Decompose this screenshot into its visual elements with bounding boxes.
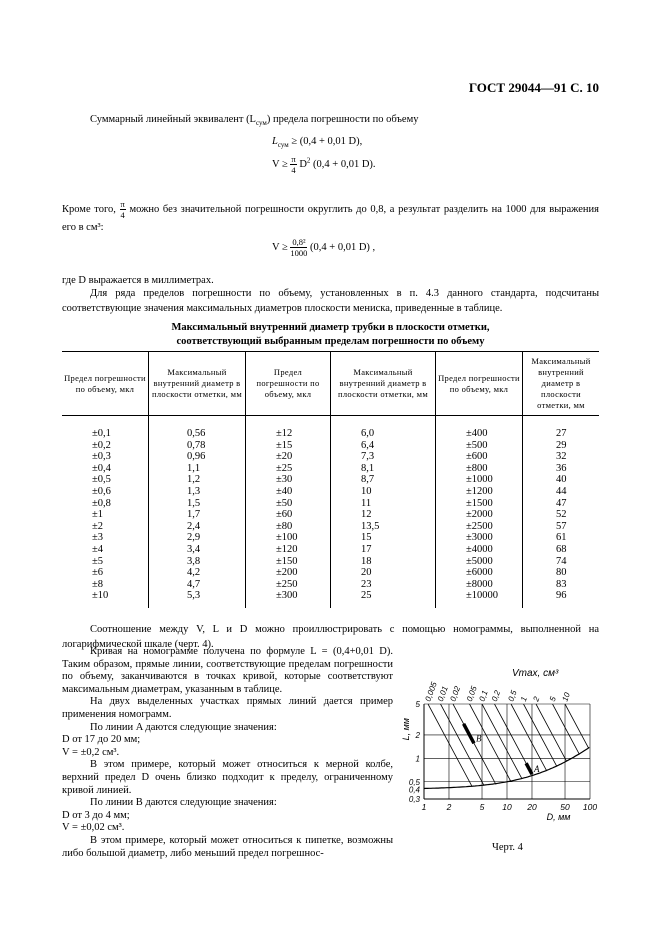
- table-cell: 8,1: [331, 463, 436, 475]
- table-cell: 6,4: [331, 440, 436, 452]
- table-cell: 3,8: [149, 556, 246, 568]
- volume-line-label: 0,2: [489, 689, 503, 703]
- table-cell: 8,7: [331, 474, 436, 486]
- paragraph-sootnoshenie: Соотношение между V, L и D можно проиллюстрировать с помощью номограммы, выполненной на логарифмической шкале (черт. 4).: [62, 624, 599, 650]
- table-cell: ±150: [246, 556, 331, 568]
- column-paragraph: В этом примере, который может относиться к пипетке, возможны либо большой диаметр, либо меньший предел погрешнос-: [62, 834, 393, 859]
- table-cell: ±40: [246, 486, 331, 498]
- table-cell: 10: [331, 486, 436, 498]
- header-cell: Предел погрешности по объему, мкл: [62, 352, 149, 416]
- x-tick-label: 1: [421, 802, 427, 812]
- table-row: [62, 509, 599, 521]
- table-cell: ±10000: [436, 590, 523, 608]
- table-cell: 12: [331, 509, 436, 521]
- table-cell: 96: [523, 590, 600, 608]
- formula-lsum: $L_{сум} \ge (0,4 + 0,01$ D),: [272, 136, 363, 150]
- table-cell: 7,3: [331, 451, 436, 463]
- y-tick-label: 1: [415, 754, 420, 764]
- table-cell: 74: [523, 556, 600, 568]
- table-cell: 0,56: [149, 416, 246, 440]
- table-cell: ±2000: [436, 509, 523, 521]
- y-tick-label: 0,5: [408, 777, 420, 787]
- table-row: [62, 474, 599, 486]
- volume-line-label: 5: [547, 695, 558, 703]
- table-cell: 1,1: [149, 463, 246, 475]
- header-cell: Предел погрешности по объему, мкл: [436, 352, 523, 416]
- table-cell: ±0,3: [92, 451, 111, 463]
- highlight-line-B: [464, 724, 474, 743]
- table-cell: ±4: [92, 543, 104, 555]
- volume-line: [482, 704, 522, 779]
- volume-lines: [428, 704, 589, 787]
- volume-line-label: 2: [531, 695, 542, 703]
- table-row: [62, 567, 599, 579]
- table-cell: 1,2: [149, 474, 246, 486]
- table-cell: ±5000: [436, 556, 523, 568]
- table-cell: ±20: [246, 451, 331, 463]
- x-tick-label: 50: [560, 802, 570, 812]
- table-cell: ±600: [436, 451, 523, 463]
- nomogram-chart: [402, 662, 602, 837]
- table-cell: 1,7: [149, 509, 246, 521]
- table-cell: ±2500: [436, 521, 523, 533]
- table-cell: 27: [523, 416, 600, 440]
- table-cell: ±0,1: [92, 428, 111, 439]
- table-cell: ±100: [246, 532, 331, 544]
- y-tick-label: 0,4: [408, 785, 420, 795]
- table-cell: ±2: [92, 520, 104, 532]
- column-paragraph: V = ±0,02 см³.: [62, 822, 125, 834]
- table-cell: 32: [523, 451, 600, 463]
- volume-line-label: 0,1: [477, 689, 490, 703]
- page-header: ГОСТ 29044—91 С. 10: [468, 80, 599, 95]
- x-tick-label: 10: [502, 802, 512, 812]
- table-cell: 36: [523, 463, 600, 475]
- table-row: [62, 590, 599, 608]
- table-row: [62, 532, 599, 544]
- table-cell: ±4000: [436, 544, 523, 556]
- header-cell: Предел погрешности по объему, мкл: [246, 352, 331, 416]
- table-cell: 80: [523, 567, 600, 579]
- table-cell: 0,78: [149, 440, 246, 452]
- table-caption: Максимальный внутренний диаметр трубки в плоскости отметки, соответствующий выбранным пределам погрешности по объему: [171, 322, 490, 347]
- table-cell: ±500: [436, 440, 523, 452]
- table-cell: ±25: [246, 463, 331, 475]
- volume-line: [441, 704, 485, 786]
- table-row: [62, 544, 599, 556]
- table-cell: ±0,4: [92, 462, 111, 474]
- column-paragraph: D от 17 до 20 мм;: [62, 734, 141, 746]
- column-paragraph: Кривая на номограмме получена по формуле L = (0,4+0,01 D). Таким образом, прямые линии, соответствующие пределам погрешности по объему, заканчиваются в точках кривой, которые соответствуют максимальным диаметрам, указанным в таблице.: [62, 646, 393, 695]
- annotation-B: B: [475, 733, 482, 744]
- volume-line: [453, 704, 496, 784]
- table-row: [62, 440, 599, 452]
- volume-line-label: 10: [560, 691, 572, 703]
- table-cell: 44: [523, 486, 600, 498]
- column-paragraph: В этом примере, который может относиться к мерной колбе, верхний предел D очень близко подходит к пределу, ограниченному кривой линией.: [62, 759, 393, 796]
- table-cell: ±1200: [436, 486, 523, 498]
- table-cell: 83: [523, 579, 600, 591]
- table-cell: 4,2: [149, 567, 246, 579]
- annotation-A: A: [533, 764, 540, 775]
- y-tick-label: 5: [415, 700, 420, 709]
- formula-volume: V ≥ $\frac{\pi}{4}$ $D^2$ (0,4 + 0,01 D).: [272, 154, 376, 175]
- table-cell: ±60: [246, 509, 331, 521]
- table-cell: 40: [523, 474, 600, 486]
- intro-paragraph: Суммарный линейный эквивалент $(L_{сум})$ предела погрешности по объему: [90, 114, 419, 128]
- paragraph-krome: Кроме того, $\frac{\pi}{4}$ можно без значительной погрешности округлить до 0,8, а результат разделить на 1000 для выражения его в см³:: [62, 199, 599, 233]
- table-cell: ±3: [92, 532, 104, 544]
- table-cell: 23: [331, 579, 436, 591]
- column-paragraph: D от 3 до 4 мм;: [62, 809, 130, 821]
- table-cell: ±0,5: [92, 474, 111, 486]
- volume-line-label: 0,05: [464, 684, 479, 703]
- table-cell: ±0,2: [92, 439, 111, 451]
- table-row: [62, 556, 599, 568]
- volume-line-label: 0,5: [506, 689, 519, 703]
- table-cell: 13,5: [331, 521, 436, 533]
- table-cell: 2,4: [149, 521, 246, 533]
- left-column-text: [62, 646, 393, 860]
- figure-caption: Черт. 4: [492, 842, 523, 853]
- volume-line-label: 0,02: [448, 684, 463, 703]
- table-cell: ±6: [92, 567, 104, 579]
- table-row: [62, 451, 599, 463]
- table-cell: 11: [331, 498, 436, 510]
- volume-line-label: 0,005: [423, 680, 439, 703]
- table-cell: ±80: [246, 521, 331, 533]
- table-cell: ±1: [92, 509, 104, 521]
- header-cell: Максимальный внутренний диаметр в плоскости отметки, мм: [523, 352, 600, 416]
- table-cell: 5,3: [149, 590, 246, 608]
- table-cell: 57: [523, 521, 600, 533]
- table-row: [62, 463, 599, 475]
- x-tick-label: 5: [479, 802, 485, 812]
- table-cell: ±400: [436, 416, 523, 440]
- table-cell: 0,96: [149, 451, 246, 463]
- column-paragraph: На двух выделенных участках прямых линий дается пример применения номограмм.: [62, 696, 393, 720]
- volume-line: [553, 704, 580, 754]
- table-cell: ±5: [92, 555, 104, 567]
- table-row: [62, 498, 599, 510]
- column-paragraph: По линии B даются следующие значения:: [90, 797, 277, 809]
- table-cell: 15: [331, 532, 436, 544]
- chart-title: Vmax, см³: [512, 668, 559, 679]
- table-cell: ±0,8: [92, 497, 111, 509]
- formula-volume-approx: V ≥ $\frac{\text{0,8²}}{1000}$ (0,4 + 0,01 D) ,: [272, 237, 376, 258]
- table-cell: ±200: [246, 567, 331, 579]
- header-cell: Максимальный внутренний диаметр в плоскости отметки, мм: [149, 352, 246, 416]
- table-cell: ±0,6: [92, 485, 111, 497]
- table-cell: ±3000: [436, 532, 523, 544]
- table-cell: 1,3: [149, 486, 246, 498]
- column-paragraph: V = ±0,2 см³.: [62, 746, 120, 758]
- volume-line: [536, 704, 567, 761]
- table-cell: ±8: [92, 578, 104, 590]
- table-cell: ±120: [246, 544, 331, 556]
- table-cell: 61: [523, 532, 600, 544]
- table-cell: ±300: [246, 590, 331, 608]
- table-cell: 29: [523, 440, 600, 452]
- table-cell: ±800: [436, 463, 523, 475]
- table-cell: 25: [331, 590, 436, 608]
- table-cell: ±30: [246, 474, 331, 486]
- table-cell: ±250: [246, 579, 331, 591]
- table-cell: 18: [331, 556, 436, 568]
- diameter-table: [62, 351, 599, 608]
- table-cell: 4,7: [149, 579, 246, 591]
- volume-line: [428, 704, 472, 787]
- volume-line-label: 0,01: [435, 684, 450, 703]
- table-row: [62, 416, 599, 440]
- y-tick-label: 0,3: [408, 795, 420, 804]
- column-paragraph: По линии A даются следующие значения:: [90, 721, 277, 733]
- table-cell: ±12: [246, 416, 331, 440]
- x-axis-label: D, мм: [546, 812, 571, 822]
- highlight-line-A: [526, 763, 532, 774]
- volume-line-label: 1: [518, 695, 529, 703]
- table-cell: ±1500: [436, 498, 523, 510]
- table-row: [62, 521, 599, 533]
- table-row: [62, 486, 599, 498]
- table-row: [62, 579, 599, 591]
- x-tick-label: 2: [446, 802, 452, 812]
- header-cell: Максимальный внутренний диаметр в плоскости отметки, мм: [331, 352, 436, 416]
- y-axis-label: L, мм: [402, 718, 411, 741]
- x-tick-label: 100: [582, 802, 598, 812]
- paragraph-gde: где D выражается в миллиметрах.: [62, 275, 214, 286]
- table-cell: ±10: [92, 590, 109, 602]
- table-header-row: [62, 352, 599, 416]
- table-cell: 52: [523, 509, 600, 521]
- table-cell: ±1000: [436, 474, 523, 486]
- volume-line: [565, 704, 589, 748]
- table-cell: 2,9: [149, 532, 246, 544]
- table-cell: 17: [331, 544, 436, 556]
- table-cell: ±50: [246, 498, 331, 510]
- table-cell: ±15: [246, 440, 331, 452]
- table-cell: 68: [523, 544, 600, 556]
- table-cell: ±8000: [436, 579, 523, 591]
- table-cell: 47: [523, 498, 600, 510]
- paragraph-dlya: Для ряда пределов погрешности по объему, установленных в п. 4.3 данного стандарта, подсчитаны соответствующие значения максимальных диаметров плоскости мениска, приведенные в таблице.: [62, 288, 599, 314]
- nomogram-svg: [402, 662, 602, 837]
- table-cell: ±6000: [436, 567, 523, 579]
- table-cell: 20: [331, 567, 436, 579]
- y-tick-label: 2: [415, 730, 420, 740]
- table-cell: 1,5: [149, 498, 246, 510]
- x-tick-label: 20: [527, 802, 537, 812]
- table-cell: 3,4: [149, 544, 246, 556]
- table-cell: 6,0: [331, 416, 436, 440]
